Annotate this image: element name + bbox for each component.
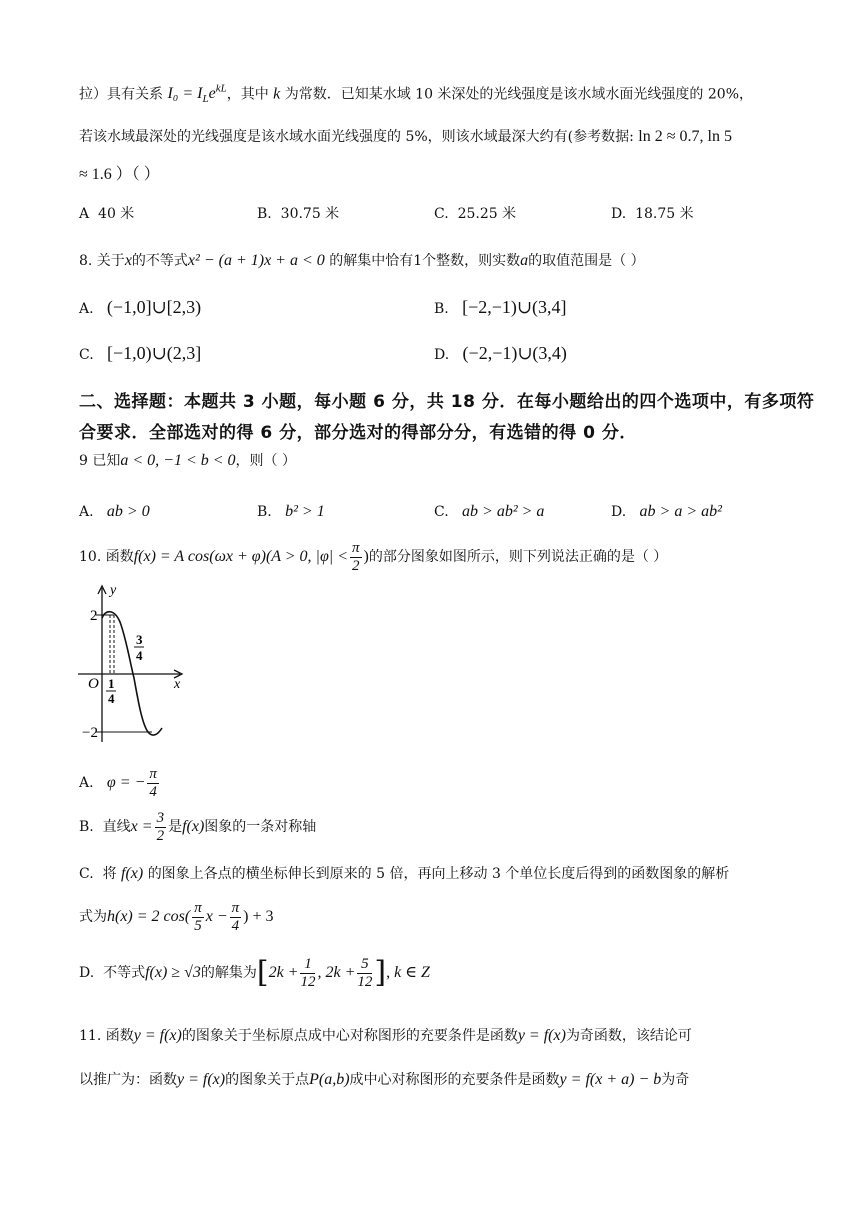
q11-function-3: y = f(x) bbox=[177, 1071, 226, 1088]
frac-num: 1 bbox=[300, 956, 315, 974]
option-letter: C. bbox=[434, 504, 449, 520]
q10-option-c-line-2 bbox=[79, 900, 274, 934]
frac-num: 3 bbox=[156, 810, 165, 826]
option-text: 18.75 米 bbox=[635, 206, 694, 222]
q7-line-1 bbox=[79, 84, 753, 106]
q11-function-4: y = f(x + a) − b bbox=[559, 1071, 662, 1088]
option-text: ab > a > ab² bbox=[639, 503, 722, 520]
q7-option-d[interactable] bbox=[611, 203, 694, 223]
q7-line-2 bbox=[79, 129, 732, 145]
q7-text-b: ，其中 bbox=[226, 86, 274, 103]
frac-num: π bbox=[194, 900, 202, 916]
option-letter: B. bbox=[257, 504, 272, 520]
q9-option-d[interactable] bbox=[611, 503, 722, 521]
option-c-lhs: h(x) = 2 cos( bbox=[107, 908, 191, 925]
q10-close-paren: ) bbox=[363, 548, 369, 565]
section-heading-line-2: 合要求．全部选对的得 6 分，部分选对的得部分分，有选错的得 0 分． bbox=[79, 423, 637, 443]
option-d-fraction-1 bbox=[300, 956, 315, 990]
frac-den: 12 bbox=[357, 973, 373, 990]
frac-den: 4 bbox=[231, 917, 240, 934]
option-b-fx: f(x) bbox=[182, 818, 205, 835]
q11-point: P(a,b) bbox=[309, 1071, 350, 1088]
q10-pi-over-2 bbox=[350, 540, 362, 574]
frac-den: 2 bbox=[352, 557, 360, 574]
q7-line2-text: 若该水域最深处的光线强度是该水域水面光线强度的 5%，则该水域最深大约有(参考数据: bbox=[79, 129, 639, 145]
q8-var-x: x bbox=[124, 252, 132, 269]
x-axis-label: x bbox=[174, 677, 181, 692]
option-text: (−1,0]∪[2,3) bbox=[106, 297, 202, 317]
origin-label: O bbox=[88, 676, 99, 692]
left-bracket: [ bbox=[256, 955, 269, 990]
q10-text-b: 的部分图象如图所示，则下列说法正确的是（ ） bbox=[368, 549, 668, 565]
frac-num: 5 bbox=[357, 956, 372, 974]
option-b-text-c: 图象的一条对称轴 bbox=[204, 819, 317, 835]
q11-text-d: 以推广为：函数 bbox=[79, 1072, 177, 1088]
option-c-text-b: 的图象上各点的横坐标伸长到原来的 5 倍，再向上移动 3 个单位长度后得到的函数图象的解析 bbox=[147, 866, 730, 882]
option-text: b² > 1 bbox=[285, 503, 325, 520]
option-b-lhs: x = bbox=[130, 818, 153, 835]
q11-text-f: 成中心对称图形的充要条件是函数 bbox=[349, 1072, 560, 1088]
option-c-end: ) + 3 bbox=[243, 908, 274, 925]
q9-option-b[interactable] bbox=[257, 503, 325, 521]
frac-num: π bbox=[149, 766, 157, 782]
frac-den: 2 bbox=[156, 827, 165, 844]
frac-den: 4 bbox=[149, 783, 157, 800]
option-d-end: , k ∈ Z bbox=[386, 964, 430, 981]
q9-text-a: 9 已知 bbox=[79, 453, 121, 469]
y-axis-label: y bbox=[110, 583, 117, 598]
q10-option-a[interactable] bbox=[79, 766, 161, 800]
option-letter: D. bbox=[611, 504, 627, 520]
option-text: 30.75 米 bbox=[280, 206, 340, 222]
option-d-inequality: f(x) ≥ √3 bbox=[145, 964, 201, 981]
option-text: 40 米 bbox=[98, 206, 135, 222]
option-letter: D. bbox=[79, 965, 95, 981]
y-max-label: 2 bbox=[90, 608, 98, 624]
q7-formula bbox=[167, 83, 227, 106]
option-text: ab > 0 bbox=[106, 503, 150, 520]
tick-quarter-num: 1 bbox=[108, 676, 115, 691]
q8-text-c: 的解集中恰有1个整数，则实数 bbox=[324, 253, 521, 269]
option-c-fraction-1 bbox=[192, 900, 204, 934]
q7-text: 拉）具有关系 bbox=[79, 86, 168, 103]
q8-text-a: 8. 关于 bbox=[79, 253, 125, 269]
section-heading-line-1: 二、选择题：本题共 3 小题，每小题 6 分，共 18 分．在每小题给出的四个选项中，有多项符 bbox=[79, 392, 815, 412]
option-text: [−2,−1)∪(3,4] bbox=[462, 297, 567, 317]
q7-formula-sup: kL bbox=[215, 83, 227, 95]
option-letter: C. bbox=[434, 206, 449, 222]
q9-option-a[interactable] bbox=[79, 503, 150, 521]
option-letter: B. bbox=[79, 819, 94, 835]
q7-formula-main: I₀ = I bbox=[167, 85, 203, 103]
option-c-mid: x − bbox=[205, 908, 228, 925]
option-b-text-b: 是 bbox=[168, 819, 183, 835]
q10-stem bbox=[79, 540, 667, 574]
q8-option-c[interactable] bbox=[79, 343, 201, 364]
option-letter: A. bbox=[79, 504, 94, 520]
q7-k: k bbox=[273, 85, 281, 103]
q7-formula-sub: L bbox=[202, 93, 209, 106]
option-letter: B. bbox=[257, 206, 272, 222]
q7-option-c[interactable] bbox=[434, 203, 516, 223]
frac-num: π bbox=[352, 540, 360, 556]
q11-text-g: 为奇 bbox=[661, 1072, 690, 1088]
right-bracket: ] bbox=[374, 955, 387, 990]
q8-inequality: x² − (a + 1)x + a < 0 bbox=[187, 252, 325, 269]
option-c-fraction-2 bbox=[230, 900, 242, 934]
q8-text-d: 的取值范围是（ ） bbox=[528, 253, 645, 269]
q8-option-a[interactable] bbox=[79, 297, 201, 318]
option-d-fraction-2 bbox=[357, 956, 372, 990]
option-letter: D. bbox=[611, 206, 627, 222]
option-c-fx: f(x) bbox=[121, 865, 144, 882]
option-c-text-c: 式为 bbox=[79, 909, 107, 925]
q11-text-b: 的图象关于坐标原点成中心对称图形的充要条件是函数 bbox=[181, 1028, 518, 1044]
q7-formula-e: e bbox=[208, 85, 216, 103]
q11-function-2: y = f(x) bbox=[517, 1027, 566, 1044]
tick-three-quarter-num: 3 bbox=[136, 632, 143, 647]
option-b-text-a: 直线 bbox=[102, 819, 131, 835]
tick-three-quarter-den: 4 bbox=[136, 648, 143, 663]
q8-var-a: a bbox=[520, 252, 529, 269]
q10-option-d[interactable] bbox=[79, 956, 430, 990]
option-letter: A bbox=[79, 206, 90, 222]
q7-option-a[interactable] bbox=[79, 203, 134, 223]
option-text: [−1,0)∪(2,3] bbox=[107, 343, 202, 363]
option-text: ab > ab² > a bbox=[462, 503, 545, 520]
frac-num: π bbox=[231, 900, 240, 916]
q10-text-a: 10. 函数 bbox=[79, 549, 134, 565]
q9-text-b: ，则（ ） bbox=[235, 453, 296, 469]
option-d-part-1: 2k + bbox=[268, 964, 299, 981]
q9-condition: a < 0, −1 < b < 0 bbox=[120, 452, 236, 469]
option-a-lhs: φ = − bbox=[106, 774, 146, 791]
q11-function: y = f(x) bbox=[133, 1027, 182, 1044]
option-letter: A. bbox=[79, 301, 94, 317]
frac-den: 5 bbox=[194, 917, 202, 934]
option-d-text-b: 的解集为 bbox=[200, 965, 257, 981]
option-letter: D. bbox=[434, 347, 450, 363]
q10-function-graph bbox=[72, 582, 192, 752]
option-d-text-a: 不等式 bbox=[103, 965, 146, 981]
option-letter: A. bbox=[79, 775, 94, 791]
tick-quarter-den: 4 bbox=[108, 691, 115, 706]
q7-text-c: 为常数．已知某水域 10 米深处的光线强度是该水域水面光线强度的 20%， bbox=[280, 86, 753, 103]
q10-option-b[interactable] bbox=[79, 810, 316, 844]
q8-option-d[interactable] bbox=[434, 343, 567, 364]
option-d-part-2: , 2k + bbox=[317, 964, 356, 981]
q8-option-b[interactable] bbox=[434, 297, 566, 318]
option-letter: C. bbox=[79, 347, 94, 363]
q8-text-b: 的不等式 bbox=[131, 253, 188, 269]
q11-line-1 bbox=[79, 1028, 692, 1044]
q8-stem bbox=[79, 253, 645, 269]
option-letter: C. bbox=[79, 866, 94, 882]
q7-option-b[interactable] bbox=[257, 203, 339, 223]
q11-text-e: 的图象关于点 bbox=[225, 1072, 310, 1088]
option-c-text-a: 将 bbox=[102, 866, 117, 882]
option-a-fraction bbox=[147, 766, 159, 800]
option-b-fraction bbox=[155, 810, 167, 844]
q9-stem bbox=[79, 453, 296, 469]
q11-text-c: 为奇函数，该结论可 bbox=[565, 1028, 692, 1044]
option-text: (−2,−1)∪(3,4) bbox=[462, 343, 567, 363]
q7-reference-data: ln 2 ≈ 0.7, ln 5 bbox=[638, 128, 732, 145]
q10-function: f(x) = A cos(ωx + φ)(A > 0, |φ| < bbox=[133, 548, 348, 565]
q11-line-2 bbox=[79, 1072, 689, 1088]
option-letter: B. bbox=[434, 301, 449, 317]
q10-option-c-line-1[interactable] bbox=[79, 866, 729, 882]
q9-option-c[interactable] bbox=[434, 503, 544, 521]
option-text: 25.25 米 bbox=[457, 206, 517, 222]
q11-text-a: 11. 函数 bbox=[79, 1028, 134, 1044]
q7-line-3: ≈ 1.6 ）（ ） bbox=[79, 166, 160, 183]
y-min-label: −2 bbox=[82, 725, 98, 741]
frac-den: 12 bbox=[300, 973, 316, 990]
